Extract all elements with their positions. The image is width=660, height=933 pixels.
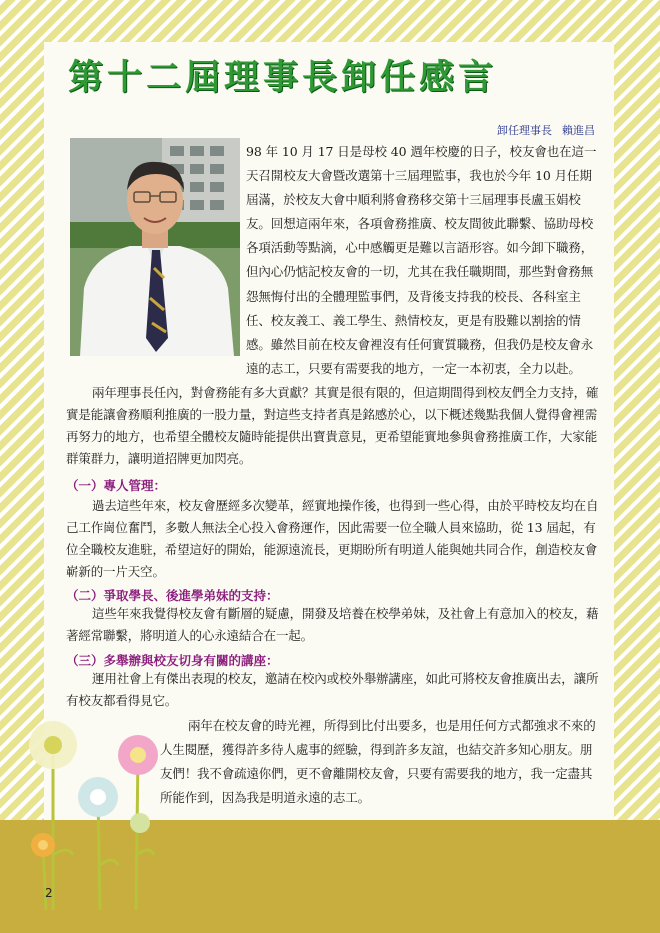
section-text-1 (66, 495, 602, 583)
flower-decoration (18, 705, 178, 915)
section-heading-3: （三）多舉辦與校友切身有關的講座： (66, 653, 279, 668)
intro-paragraph: 98 年 10 月 17 日是母校 40 週年校慶的日子，校友會也在這一天召開校友大會暨改選第十三屆理監事，我也於今年 10 月任期屆滿，於校友大會中順利將會務移交第十三屆理事長盧玉娟校友。回想這兩年來，各項會務推廣、校友間彼此聯繫、協助母校各項活動等點滴，心中感觸更是難以言語形容。如今卸下職務，但內心仍惦記校友會的一切，尤其在我任職期間，那些對會務無怨無悔付出的全體理監事們，及背後支持我的校長、各科室主任、校友義工、義工學生、熱情校友，更是有股難以割捨的情感。雖然目前在校友會裡沒有任何實質職務，但我仍是校友會永遠的志工，只要有需要我的地方，一定一本初衷，全力以赴。 (246, 144, 597, 376)
section-heading-2: （二）爭取學長、後進學弟妹的支持： (66, 588, 279, 603)
section-text-3-body: 運用社會上有傑出表現的校友，邀請在校內或校外舉辦講座，如此可將校友會推廣出去，讓所有校友都看得見它。 (66, 671, 599, 708)
section-text-1-body: 過去這些年來，校友會歷經多次變革，經實地操作後，也得到一些心得，由於平時校友均在自己工作崗位奮鬥，多數人無法全心投入會務運作，因此需要一位全職人員來協助，從 13 屆起，有位全職校友進駐，希望這好的開始，能源遠流長，更期盼所有明道人能與她共同合作，創造校友會嶄新的一片天空。 (66, 498, 599, 579)
page-title: 第十二屆理事長卸任感言 (68, 57, 498, 98)
paragraph-two (66, 382, 602, 470)
section-text-2 (66, 603, 602, 647)
closing-text: 兩年在校友會的時光裡，所得到比付出要多，也是用任何方式都強求不來的人生閱歷，獲得許多待人處事的經驗，得到許多友誼，也結交許多知心朋友。朋友們！我不會疏遠你們，更不會離開校友會，只要有需要我的地方，我一定盡其所能作到，因為我是明道永遠的志工。 (160, 718, 596, 805)
author-line (420, 122, 595, 138)
author-name: 賴進昌 (562, 124, 595, 137)
paragraph-two-text: 兩年理事長任內，對會務能有多大貢獻？其實是很有限的，但這期間得到校友們全力支持，確實是能讓會務順利推廣的一股力量，對這些支持者真是銘感於心，以下概述幾點我個人覺得會裡需再努力的地方，也希望全體校友隨時能提供出寶貴意見，更希望能實地參與會務推廣工作，大家能群策群力，讓明道招牌更加閃亮。 (66, 385, 599, 466)
page-number: 2 (45, 886, 53, 900)
author-role: 卸任理事長 (497, 124, 552, 137)
closing-paragraph (160, 714, 604, 810)
section-text-2-body: 這些年來我覺得校友會有斷層的疑慮，開發及培養在校學弟妹，及社會上有意加入的校友，藉著經常聯繫，將明道人的心永遠結合在一起。 (66, 606, 599, 643)
section-heading-1: （一）專人管理： (66, 478, 167, 493)
author-photo (70, 138, 240, 356)
